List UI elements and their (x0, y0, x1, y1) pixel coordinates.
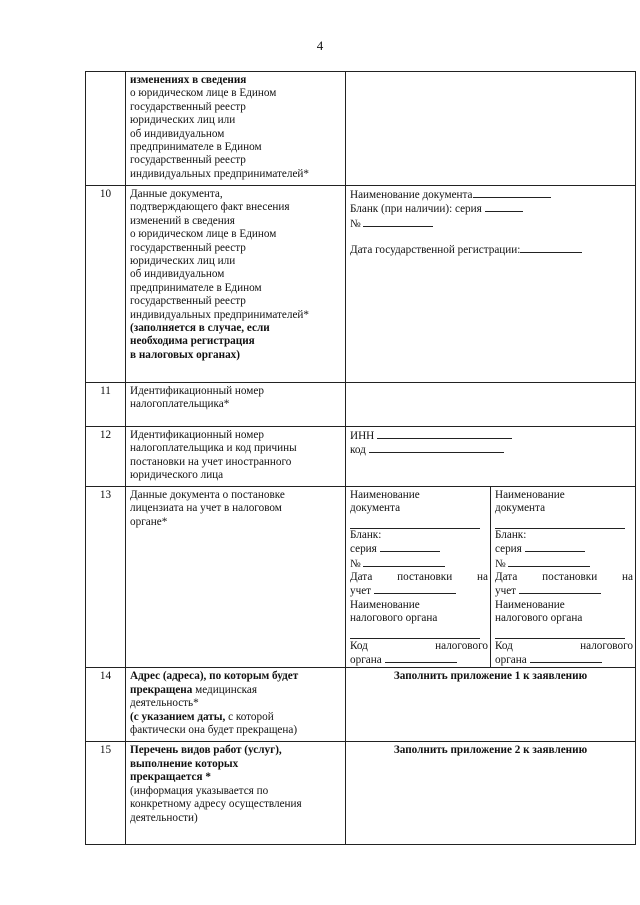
description-line: прекращается * (130, 771, 211, 784)
description-note-line: необходима регистрация (130, 335, 255, 348)
table-row (86, 72, 636, 186)
application-form-table (85, 71, 636, 845)
doc-name-field[interactable] (495, 516, 625, 529)
description-line: Данные документа, (130, 188, 223, 200)
organ-name-label: Наименование (495, 598, 565, 611)
description-line: налогоплательщика* (130, 398, 230, 411)
description-line: налогоплательщика и код причины (130, 442, 297, 455)
description-line: государственный реестр (130, 154, 246, 167)
description-line: юридического лица (130, 469, 224, 482)
organ-code-label: Код налогового (495, 639, 633, 652)
description-note-line: (заполняется в случае, если (130, 322, 270, 335)
row-number-cell: 14 (86, 668, 126, 742)
row-description-cell (126, 668, 346, 742)
organ-code-label: Код налогового (350, 639, 488, 652)
row-number-cell: 12 (86, 427, 126, 487)
description-line: юридических лиц или (130, 255, 236, 268)
description-line: конкретному адресу осуществления (130, 798, 302, 811)
description-line: государственный реестр (130, 241, 246, 254)
row-value-cell (346, 186, 636, 383)
row-value-cell (346, 427, 636, 487)
date-label: Дата постановки на (350, 571, 488, 584)
organ-name-label: налогового органа (350, 612, 438, 625)
doc-name-field[interactable] (350, 516, 480, 529)
doc-name-label: Наименование (350, 489, 420, 501)
description-line: органе* (130, 515, 168, 528)
blank-label: Бланк: (350, 528, 382, 541)
row-number-cell: 15 (86, 742, 126, 845)
row-description-cell (126, 487, 346, 668)
row-description-cell (126, 186, 346, 383)
description-line: лицензиата на учет в налоговом (130, 502, 282, 515)
row-description-cell (126, 742, 346, 845)
description-line: деятельности) (130, 811, 198, 824)
description-line: индивидуальных предпринимателей* (130, 167, 309, 180)
tax-registration-column-1 (346, 487, 491, 667)
tax-registration-subtable (346, 487, 635, 667)
organ-code-field[interactable]: органа (350, 653, 488, 667)
description-line: фактически она будет прекращена) (130, 724, 298, 737)
appendix-1-instruction: Заполнить приложение 1 к заявлению (346, 668, 636, 742)
description-line: об индивидуальном (130, 127, 225, 140)
appendix-2-instruction: Заполнить приложение 2 к заявлению (346, 742, 636, 845)
description-line: выполнение которых (130, 757, 239, 770)
description-line: государственный реестр (130, 295, 246, 308)
inn-field[interactable]: ИНН (350, 429, 631, 443)
description-line: постановки на учет иностранного (130, 455, 292, 468)
description-line: (с указанием даты, с которой (130, 710, 274, 723)
doc-name-label: документа (495, 502, 546, 515)
description-line: Идентификационный номер (130, 429, 264, 441)
description-line: об индивидуальном (130, 268, 225, 281)
number-field[interactable]: № (350, 557, 488, 571)
description-line: государственный реестр (130, 100, 246, 113)
registration-date-field[interactable]: Дата государственной регистрации: (350, 243, 631, 257)
description-line: юридических лиц или (130, 114, 236, 127)
organ-name-label: налогового органа (495, 612, 583, 625)
row-number-cell (86, 72, 126, 186)
row-number-cell: 11 (86, 383, 126, 427)
series-field[interactable]: серия (350, 542, 488, 556)
taxpayer-id-input-cell[interactable] (346, 383, 636, 427)
table-row (86, 668, 636, 742)
table-row (86, 427, 636, 487)
table-row (86, 742, 636, 845)
description-line: Данные документа о постановке (130, 489, 285, 501)
description-line: изменениях в сведения (130, 74, 247, 86)
blank-label: Бланк: (495, 528, 527, 541)
row-description-cell (126, 72, 346, 186)
number-field[interactable]: № (495, 557, 633, 571)
row-number-cell: 10 (86, 186, 126, 383)
table-row (86, 487, 636, 668)
organ-name-field[interactable] (495, 626, 625, 639)
organ-code-field[interactable]: органа (495, 653, 633, 667)
description-line: предпринимателе в Едином (130, 281, 262, 294)
description-line: индивидуальных предпринимателей* (130, 308, 309, 321)
row-description-cell (126, 383, 346, 427)
blank-series-field[interactable]: Бланк (при наличии): серия (350, 202, 631, 216)
description-line: предпринимателе в Едином (130, 141, 262, 154)
description-line: о юридическом лице в Едином (130, 228, 277, 241)
organ-name-field[interactable] (350, 626, 480, 639)
description-line: (информация указывается по (130, 784, 269, 797)
description-line: подтверждающего факт внесения (130, 201, 290, 214)
description-line: Адрес (адреса), по которым будет (130, 670, 299, 683)
reason-code-field[interactable]: код (350, 443, 631, 457)
description-line: Идентификационный номер (130, 385, 264, 397)
row-value-cell[interactable] (346, 72, 636, 186)
row-number-cell: 13 (86, 487, 126, 668)
description-note-line: в налоговых органах) (130, 348, 240, 361)
description-line: деятельность* (130, 697, 199, 710)
doc-name-label: Наименование (495, 489, 565, 501)
page-number: 4 (316, 38, 324, 53)
tax-registration-cell (346, 487, 636, 668)
date-label: Дата постановки на (495, 571, 633, 584)
table-row (86, 186, 636, 383)
description-line: Перечень видов работ (услуг), (130, 744, 282, 757)
document-name-field[interactable]: Наименование документа (350, 188, 631, 202)
series-field[interactable]: серия (495, 542, 633, 556)
description-line: изменений в сведения (130, 214, 235, 227)
table-row (86, 383, 636, 427)
document-number-field[interactable]: № (350, 217, 631, 231)
row-description-cell (126, 427, 346, 487)
description-line: о юридическом лице в Едином (130, 87, 277, 100)
doc-name-label: документа (350, 502, 401, 515)
tax-registration-column-2 (491, 487, 636, 667)
description-line: прекращена медицинская (130, 683, 258, 696)
organ-name-label: Наименование (350, 598, 420, 611)
date-field[interactable]: учет (495, 584, 633, 598)
date-field[interactable]: учет (350, 584, 488, 598)
